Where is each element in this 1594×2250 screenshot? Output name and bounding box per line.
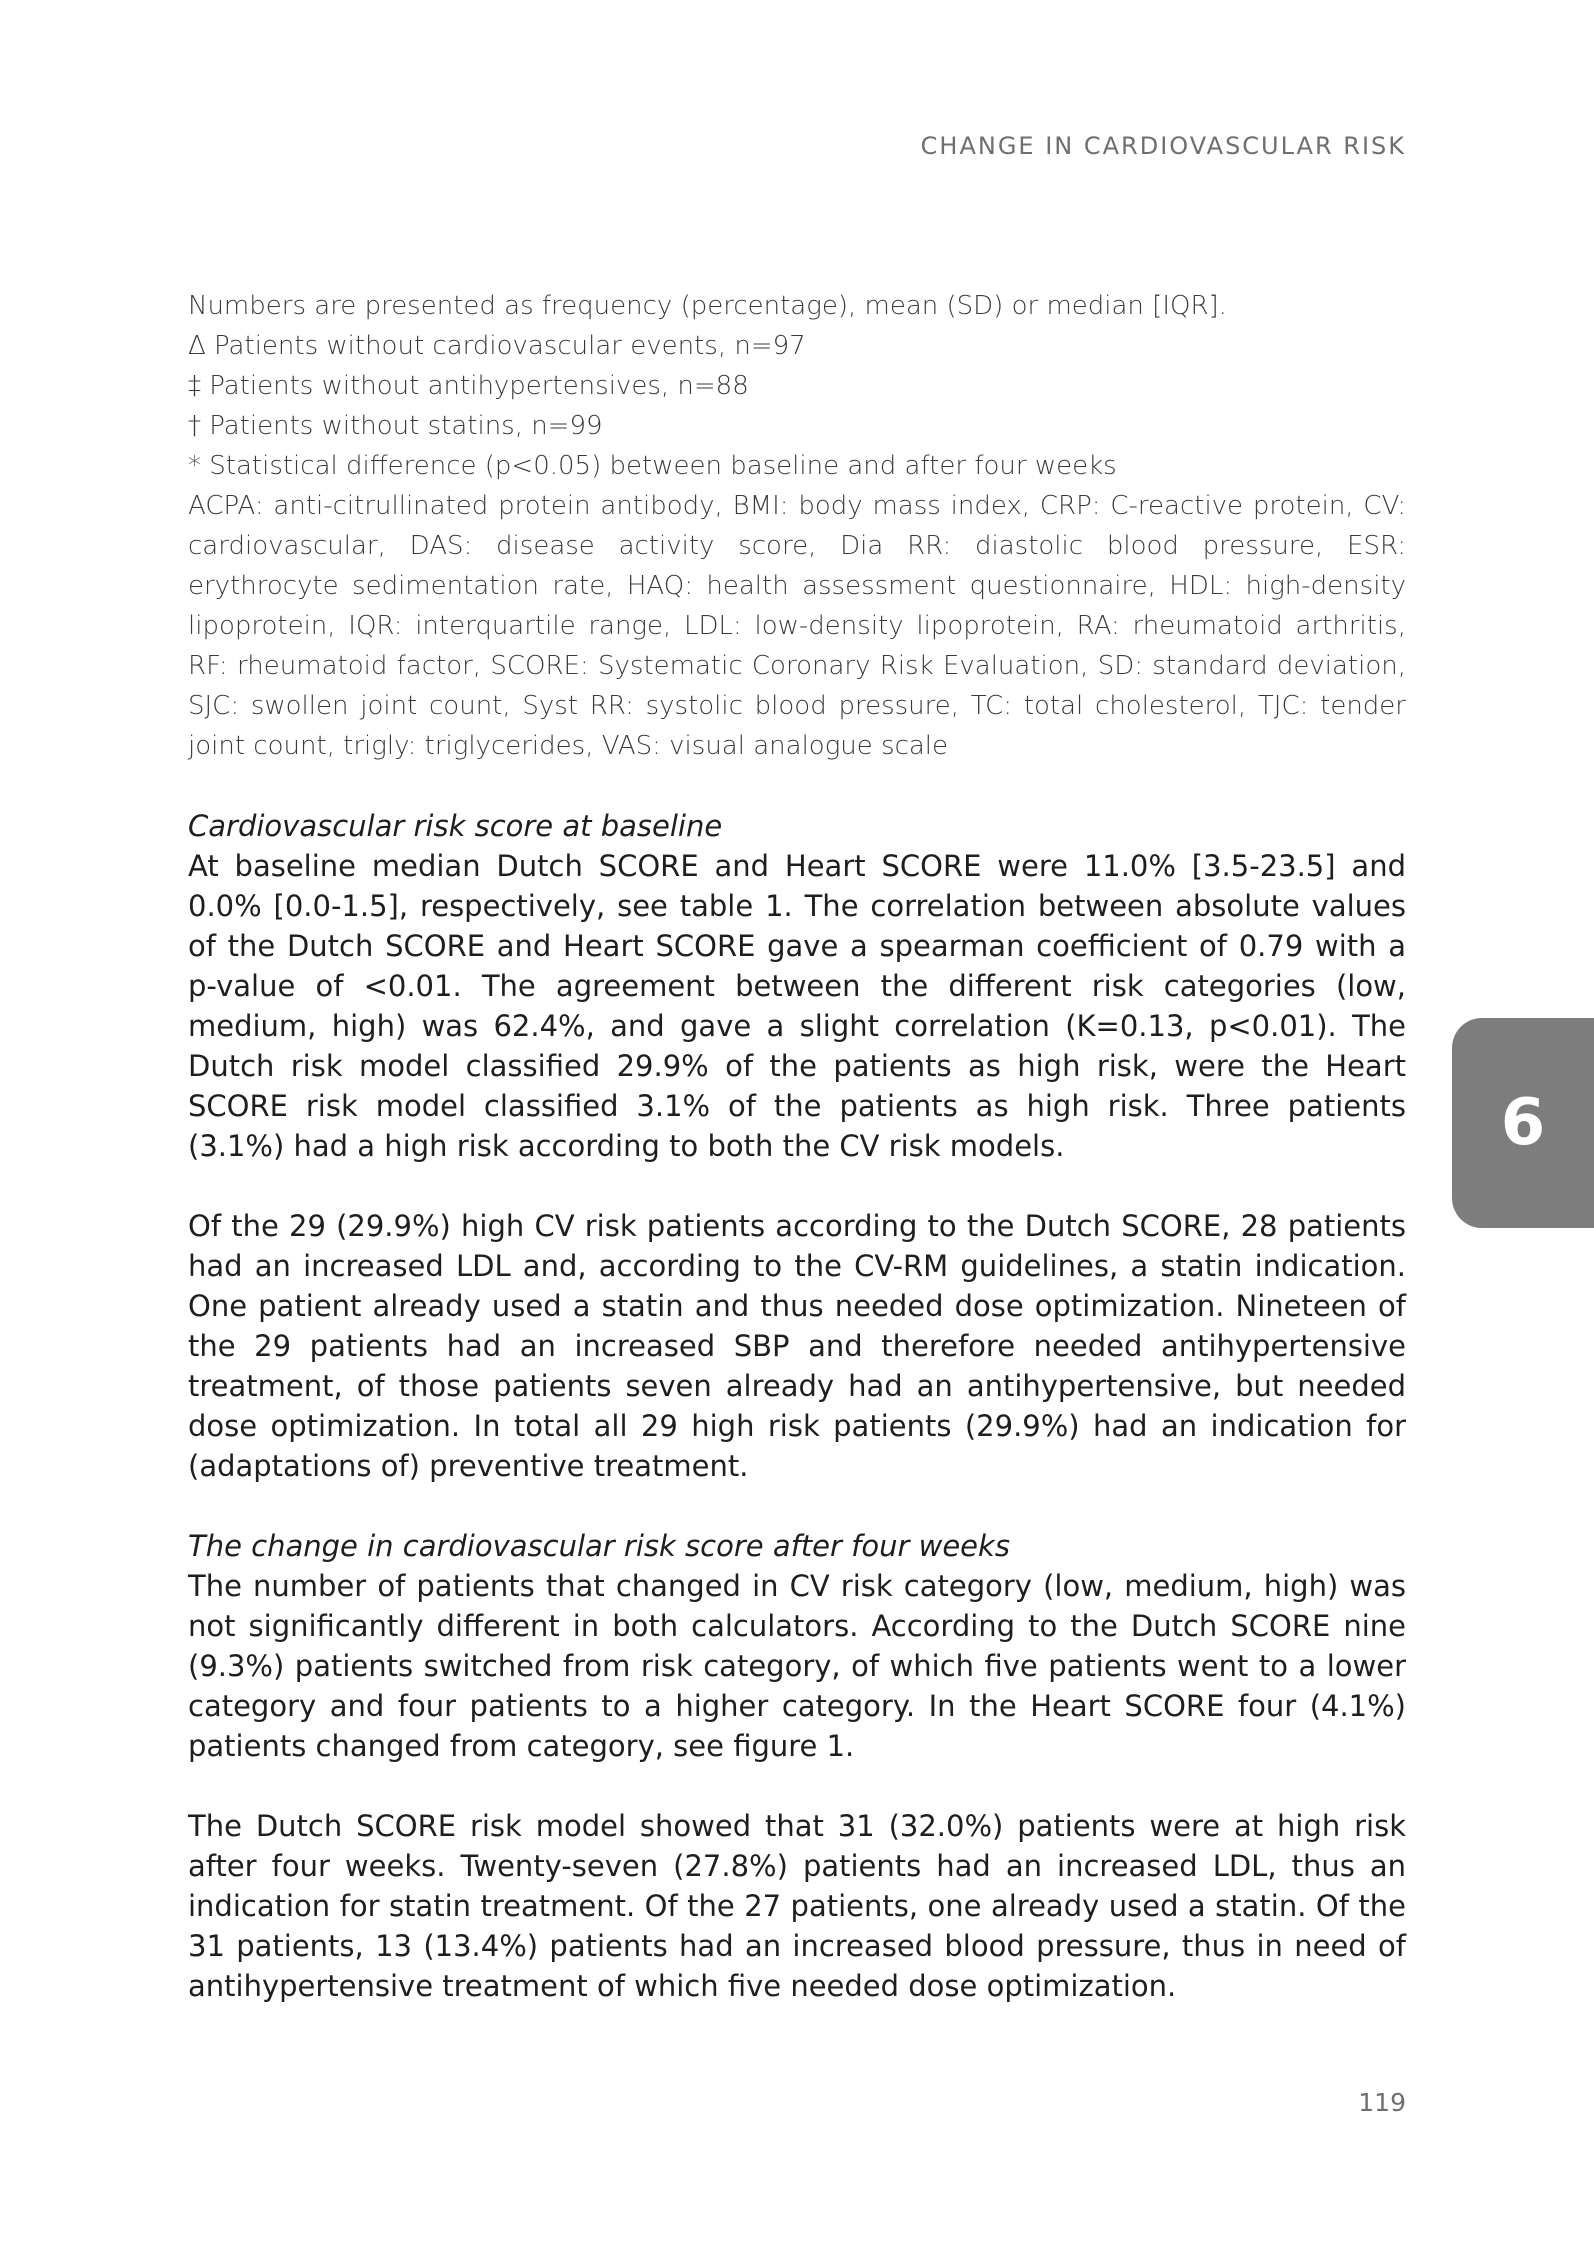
paragraph: The Dutch SCORE risk model showed that 31 (32.0%) patients were at high risk after four weeks. Twenty-seven (27.8%) patients had an increased LDL, thus an indication for statin treatment. Of the 27 patients, one already used a statin. Of the 31 patients, 13 (13.4%) patients had an increased blood pressure, thus in need of antihypertensive treatment of which five needed dose optimization.	[188, 1809, 1406, 2003]
footnote-numbers-format: Numbers are presented as frequency (percentage), mean (SD) or median [IQR].	[188, 291, 1227, 321]
section-heading: Cardiovascular risk score at baseline	[188, 809, 723, 843]
chapter-number: 6	[1500, 1086, 1546, 1160]
running-header: CHANGE IN CARDIOVASCULAR RISK	[920, 132, 1406, 160]
footnote-dagger: † Patients without statins, n=99	[188, 411, 603, 441]
footnote-asterisk: * Statistical difference (p<0.05) between baseline and after four weeks	[188, 451, 1117, 481]
paragraph: At baseline median Dutch SCORE and Heart SCORE were 11.0% [3.5-23.5] and 0.0% [0.0-1.5], respectively, see table 1. The correlation between absolute values of the Dutch SCORE and Heart SCORE gave a spearman coefficient of 0.79 with a p-value of <0.01. The agreement between the different risk categories (low, medium, high) was 62.4%, and gave a slight correlation (K=0.13, p<0.01). The Dutch risk model classified 29.9% of the patients as high risk, were the Heart SCORE risk model classified 3.1% of the patients as high risk. Three patients (3.1%) had a high risk according to both the CV risk models.	[188, 849, 1406, 1163]
paragraph: Of the 29 (29.9%) high CV risk patients according to the Dutch SCORE, 28 patients had an increased LDL and, according to the CV-RM guidelines, a statin indication. One patient already used a statin and thus needed dose optimization. Nineteen of the 29 patients had an increased SBP and therefore needed antihypertensive treatment, of those patients seven already had an antihypertensive, but needed dose optimization. In total all 29 high risk patients (29.9%) had an indication for (adaptations of) preventive treatment.	[188, 1209, 1406, 1483]
footnote-abbreviations: ACPA: anti-citrullinated protein antibody, BMI: body mass index, CRP: C-reactive protein, CV: cardiovascular, DAS: disease activity score, Dia RR: diastolic blood pressure, ESR: erythrocyte sedimentation rate, HAQ: health assessment questionnaire, HDL: high-density lipoprotein, IQR: interquartile range, LDL: low-density lipoprotein, RA: rheumatoid arthritis, RF: rheumatoid factor, SCORE: Systematic Coronary Risk Evaluation, SD: standard deviation, SJC: swollen joint count, Syst RR: systolic blood pressure, TC: total cholesterol, TJC: tender joint count, trigly: triglycerides, VAS: visual analogue scale	[188, 491, 1406, 761]
page-content	[188, 286, 1406, 2006]
section-baseline	[188, 806, 1406, 1486]
footnote-delta: Δ Patients without cardiovascular events, n=97	[188, 331, 806, 361]
footnote-double-dagger: ‡ Patients without antihypertensives, n=88	[188, 371, 749, 401]
section-heading: The change in cardiovascular risk score after four weeks	[188, 1529, 1010, 1563]
chapter-tab	[1452, 1018, 1594, 1228]
table-footnotes	[188, 286, 1406, 766]
section-change-four-weeks	[188, 1526, 1406, 2006]
page-number: 119	[1358, 2088, 1406, 2117]
paragraph: The number of patients that changed in CV risk category (low, medium, high) was not significantly different in both calculators. According to the Dutch SCORE nine (9.3%) patients switched from risk category, of which five patients went to a lower category and four patients to a higher category. In the Heart SCORE four (4.1%) patients changed from category, see figure 1.	[188, 1569, 1406, 1763]
